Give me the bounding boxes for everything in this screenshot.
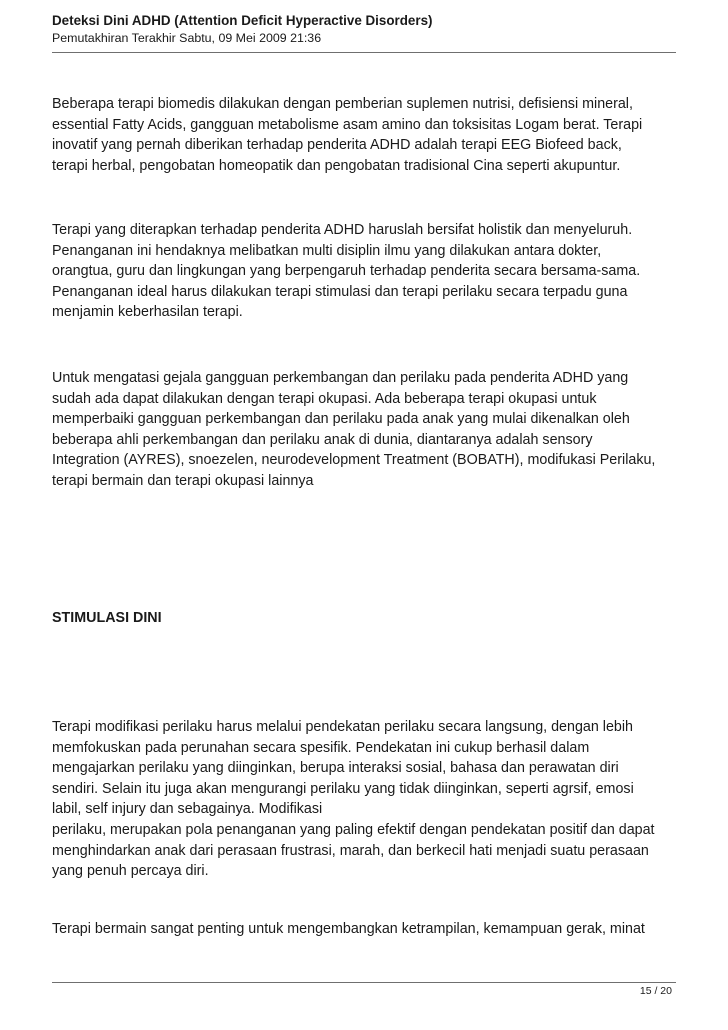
section-heading-stimulasi-dini: STIMULASI DINI [52, 610, 162, 626]
footer-divider [52, 982, 676, 983]
paragraph-behavior-modification: Terapi modifikasi perilaku harus melalui pendekatan perilaku secara langsung, dengan lebih memfokuskan pada perunahan secara spesifik. Pendekatan ini cukup berhasil dalam mengajarkan perilaku yang diinginkan, berupa interaksi sosial, bahasa dan perawatan diri sendiri. Selain itu juga akan mengurangi perilaku yang tidak diinginkan, seperti agrsif, emosi labil, self injury dan sebagainya. Modifikasi perilaku, merupakan pola penanganan yang paling efektif dengan pendekatan positif dan dapat menghindarkan anak dari perasaan frustrasi, marah, dan berkecil hati menjadi suatu perasaan yang penuh percaya diri. [52, 719, 655, 880]
paragraph-play-therapy: Terapi bermain sangat penting untuk mengembangkan ketrampilan, kemampuan gerak, minat [52, 921, 645, 937]
paragraph-occupational-therapy: Untuk mengatasi gejala gangguan perkembangan dan perilaku pada penderita ADHD yang sudah ada dapat dilakukan dengan terapi okupasi. Ada beberapa terapi okupasi untuk memperbaiki gangguan perkembangan dan perilaku pada anak yang mulai dikenalkan oleh beberapa ahli perkembangan dan perilaku anak di dunia, diantaranya adalah sensory Integration (AYRES), snoezelen, neurodevelopment Treatment (BOBATH), modifukasi Perilaku, terapi bermain dan terapi okupasi lainnya [52, 370, 656, 489]
header-divider [52, 52, 676, 53]
paragraph-holistic-therapy: Terapi yang diterapkan terhadap penderita ADHD haruslah bersifat holistik dan menyeluruh. Penanganan ini hendaknya melibatkan multi disiplin ilmu yang dilakukan antara dokter, orangtua, guru dan lingkungan yang berpengaruh terhadap penderita secara bersama-sama. Penanganan ideal harus dilakukan terapi stimulasi dan terapi perilaku secara terpadu guna menjamin keberhasilan terapi. [52, 222, 641, 321]
last-updated-text: Pemutakhiran Terakhir Sabtu, 09 Mei 2009 21:36 [52, 31, 322, 45]
page-number: 15 / 20 [639, 985, 672, 997]
paragraph-biomedical-therapy: Beberapa terapi biomedis dilakukan dengan pemberian suplemen nutrisi, defisiensi mineral, essential Fatty Acids, gangguan metabolisme asam amino dan toksisitas Logam berat. Terapi inovatif yang pernah diberikan terhadap penderita ADHD adalah terapi EEG Biofeed back, terapi herbal, pengobatan homeopatik dan pengobatan tradisional Cina seperti akupuntur. [52, 96, 643, 174]
document-title: Deteksi Dini ADHD (Attention Deficit Hyperactive Disorders) [52, 13, 433, 28]
